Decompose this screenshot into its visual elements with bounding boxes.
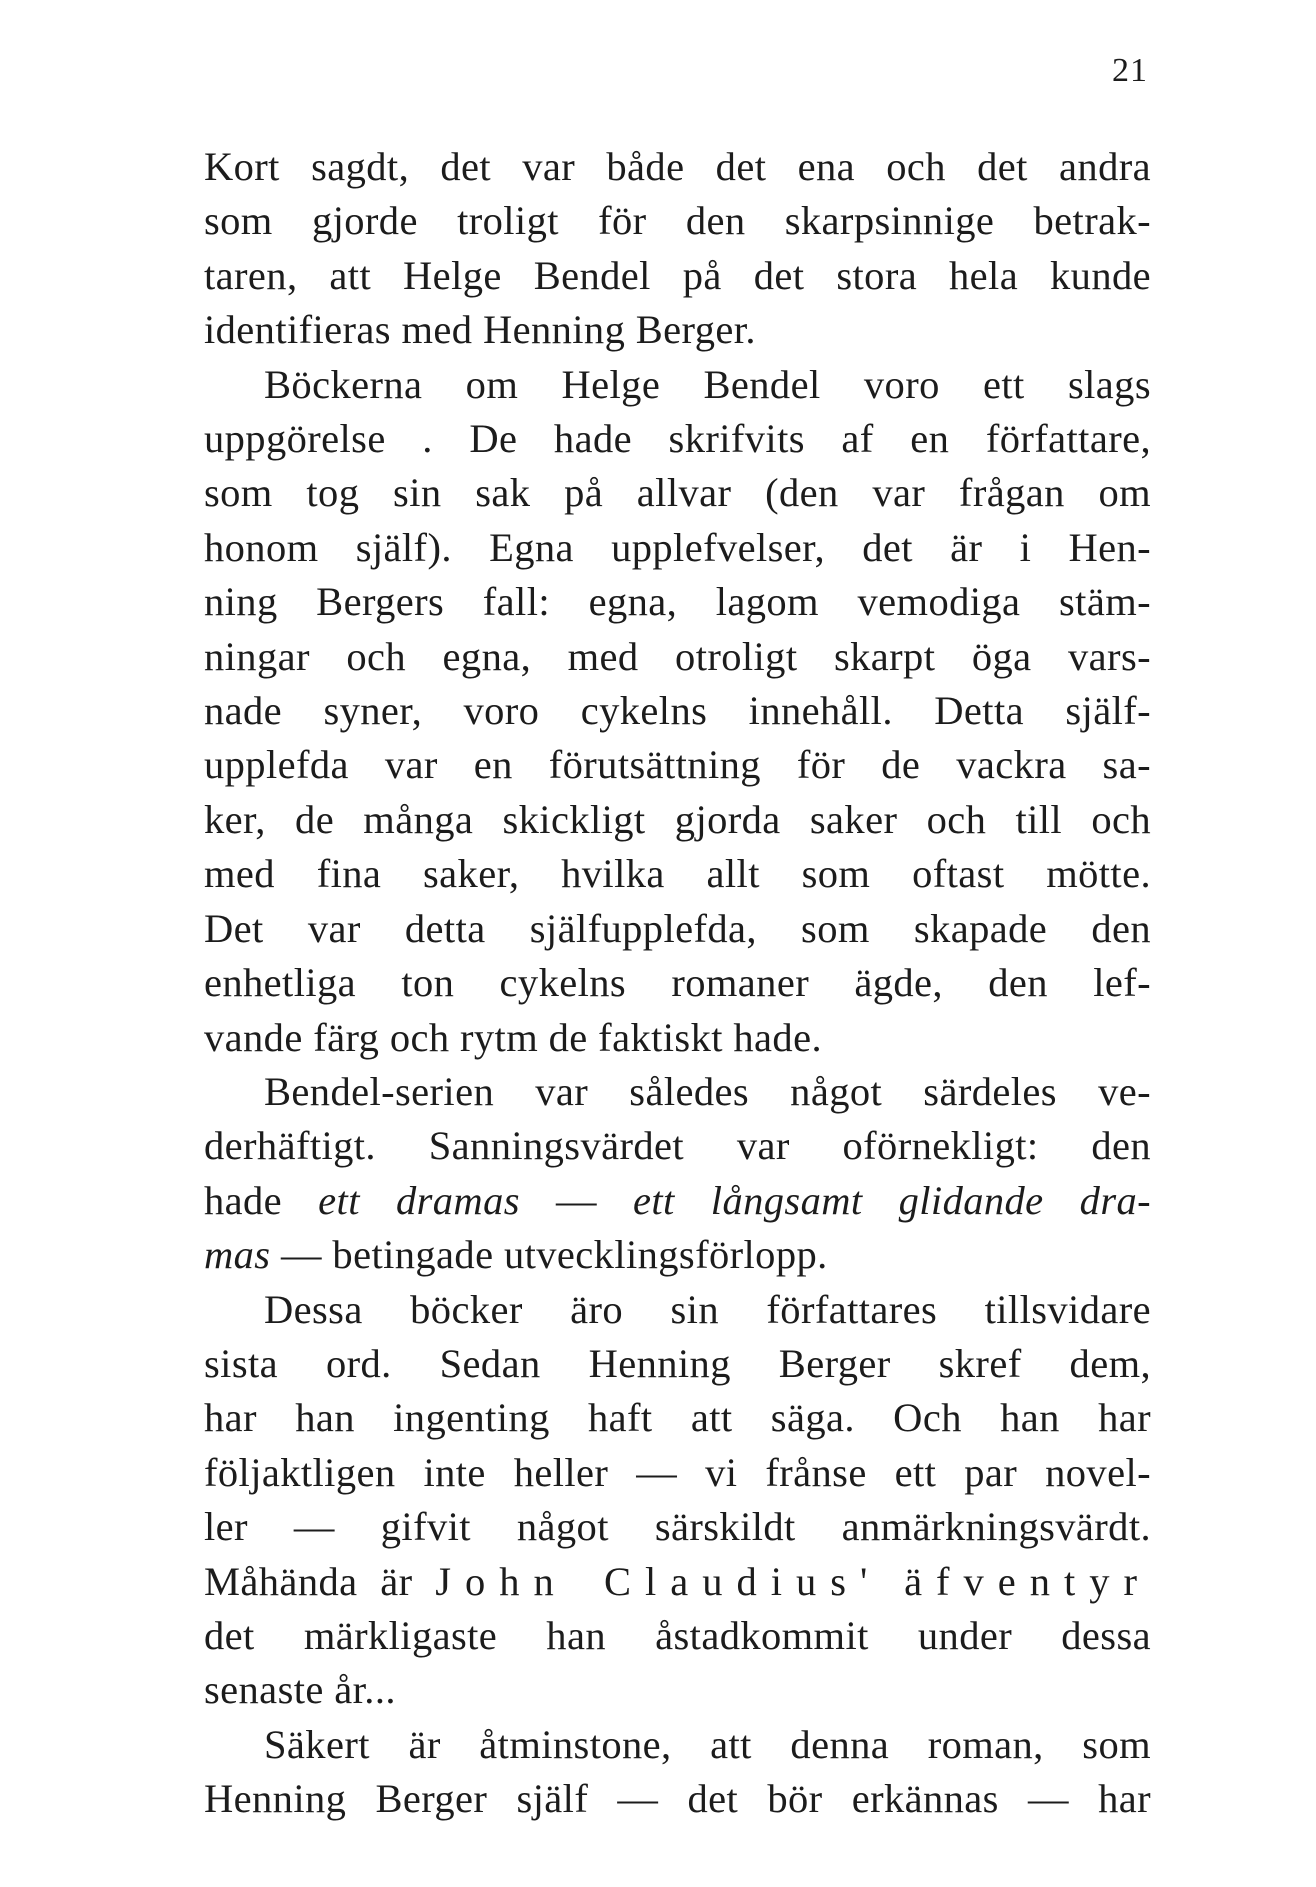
text-line: ning Bergers fall: egna, lagom vemodiga stäm-: [204, 579, 1151, 625]
text-line: som gjorde troligt för den skarpsinnige betrak-: [204, 198, 1151, 244]
text-line: Bendel-serien var således något särdeles ve-: [264, 1068, 1151, 1114]
text-line: det märkligaste han åstadkommit under dessa: [204, 1612, 1151, 1658]
text-line: honom själf). Egna upplefvelser, det är i Hen-: [204, 524, 1151, 570]
book-title: John Claudius': [435, 1558, 882, 1604]
text-line: har han ingenting haft att säga. Och han har: [204, 1395, 1151, 1441]
paragraph-1: [204, 140, 1151, 358]
text-line: vande färg och rytm de faktiskt hade.: [204, 1014, 822, 1060]
body-text: [204, 140, 1151, 1827]
text-line: upplefda var en förutsättning för de vackra sa-: [204, 742, 1151, 788]
text-line: ker, de många skickligt gjorda saker och till och: [204, 796, 1151, 842]
text-line: [204, 1555, 1151, 1609]
italic-run: mas: [204, 1232, 271, 1278]
text-line: Henning Berger själf — det bör erkännas — har: [204, 1776, 1151, 1822]
text-line: uppgörelse . De hade skrifvits af en författare,: [204, 416, 1151, 462]
text-line: nade syner, voro cykelns innehåll. Detta själf-: [204, 688, 1151, 734]
text-line: taren, att Helge Bendel på det stora hela kunde: [204, 252, 1151, 298]
book-title-tail: äfventyr: [904, 1558, 1152, 1604]
paragraph-3: [204, 1065, 1151, 1283]
text-run: Måhända är: [204, 1558, 436, 1604]
text-line: enhetliga ton cykelns romaner ägde, den lef-: [204, 960, 1151, 1006]
text-line: senaste år...: [204, 1667, 396, 1713]
italic-run: ett dramas: [318, 1177, 520, 1223]
text-line: följaktligen inte heller — vi frånse ett par novel-: [204, 1449, 1151, 1495]
text-line: som tog sin sak på allvar (den var frågan om: [204, 470, 1151, 516]
text-line: [204, 1174, 1151, 1228]
text-line: Säkert är åtminstone, att denna roman, som: [264, 1721, 1151, 1767]
text-line: derhäftigt. Sanningsvärdet var oförnekligt: den: [204, 1123, 1151, 1169]
text-line: ler — gifvit något särskildt anmärkningsvärdt.: [204, 1504, 1151, 1550]
text-line: Dessa böcker äro sin författares tillsvidare: [264, 1286, 1151, 1332]
text-run: hade: [204, 1177, 319, 1223]
paragraph-2: [204, 358, 1151, 1065]
text-line: med fina saker, hvilka allt som oftast mötte.: [204, 851, 1151, 897]
paragraph-5: [204, 1718, 1151, 1827]
text-line: identifieras med Henning Berger.: [204, 307, 756, 353]
text-line: Kort sagdt, det var både det ena och det andra: [204, 144, 1151, 189]
text-line: Böckerna om Helge Bendel voro ett slags: [264, 361, 1151, 407]
page-number: 21: [1112, 52, 1148, 89]
paragraph-4: [204, 1283, 1151, 1718]
text-line: [204, 1228, 1151, 1282]
text-run: — betingade utvecklingsförlopp.: [270, 1232, 828, 1278]
italic-run: ett långsamt glidande dra-: [633, 1177, 1152, 1223]
text-line: sista ord. Sedan Henning Berger skref dem,: [204, 1340, 1151, 1386]
text-run: —: [519, 1177, 634, 1223]
text-line: Det var detta själfupplefda, som skapade den: [204, 905, 1151, 951]
text-line: ningar och egna, med otroligt skarpt öga vars-: [204, 633, 1151, 679]
